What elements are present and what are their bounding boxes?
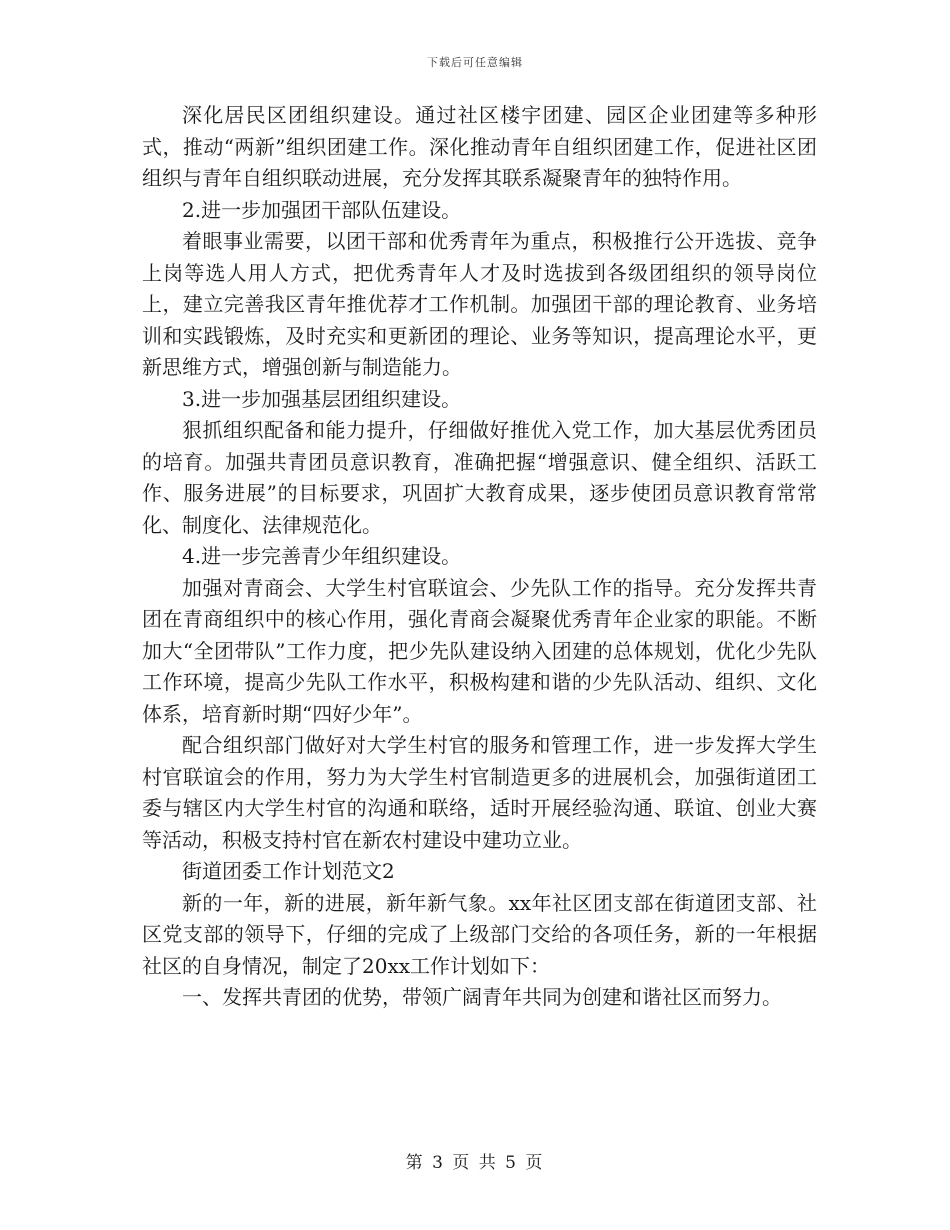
section-heading-2: 2.进一步加强团干部队伍建设。 bbox=[182, 197, 462, 222]
page-number: 第 3 页 共 5 页 bbox=[405, 1153, 545, 1173]
paragraph-3: 着眼事业需要，以团干部和优秀青年为重点，积极推行公开选拔、竞争上岗等选人用人方式，把优秀青年人才及时选拔到各级团组织的领导岗位上，建立完善我区青年推优荐才工作机制。加强团干部的理论教育、业务培训和实践锻炼，及时充实和更新团的理论、业务等知识，提高理论水平，更新思维方式，增强创新与制造能力。 bbox=[142, 229, 817, 379]
section-heading-6: 4.进一步完善青少年组织建设。 bbox=[182, 544, 462, 568]
paragraph-11: 一、发挥共青团的优势，带领广阔青年共同为创建和谐社区而努力。 bbox=[182, 985, 782, 1009]
paragraph-10: 新的一年，新的进展，新年新气象。xx年社区团支部在街道团支部、社区党支部的领导下，仔细的完成了上级部门交给的各项任务，新的一年根据社区的自身情况，制定了20xx工作计划如下： bbox=[142, 890, 817, 978]
paragraph-1: 深化居民区团组织建设。通过社区楼宇团建、园区企业团建等多种形式，推动“两新”组织团建工作。深化推动青年自组织团建工作，促进社区团组织与青年自组织联动进展，充分发挥其联系凝聚青年的独特作用。 bbox=[142, 103, 817, 190]
section-heading-4: 3.进一步加强基层团组织建设。 bbox=[182, 386, 462, 411]
article-title: 街道团委工作计划范文2 bbox=[182, 859, 395, 883]
paragraph-7: 加强对青商会、大学生村官联谊会、少先队工作的指导。充分发挥共青团在青商组织中的核心作用，强化青商会凝聚优秀青年企业家的职能。不断加大“全团带队”工作力度，把少先队建设纳入团建的总体规划，优化少先队工作环境，提高少先队工作水平，积极构建和谐的少先队活动、组织、文化体系，培育新时期“四好少年”。 bbox=[142, 575, 817, 726]
document-body bbox=[142, 100, 817, 1014]
paragraph-8: 配合组织部门做好对大学生村官的服务和管理工作，进一步发挥大学生村官联谊会的作用，努力为大学生村官制造更多的进展机会，加强街道团工委与辖区内大学生村官的沟通和联络，适时开展经验沟通、联谊、创业大赛等活动，积极支持村官在新农村建设中建功立业。 bbox=[142, 733, 817, 852]
page-header-note: 下载后可任意编辑 bbox=[427, 56, 523, 69]
paragraph-5: 狠抓组织配备和能力提升，仔细做好推优入党工作，加大基层优秀团员的培育。加强共青团员意识教育，准确把握“增强意识、健全组织、活跃工作、服务进展”的目标要求，巩固扩大教育成果，逐步使团员意识教育常常化、制度化、法律规范化。 bbox=[142, 418, 817, 537]
